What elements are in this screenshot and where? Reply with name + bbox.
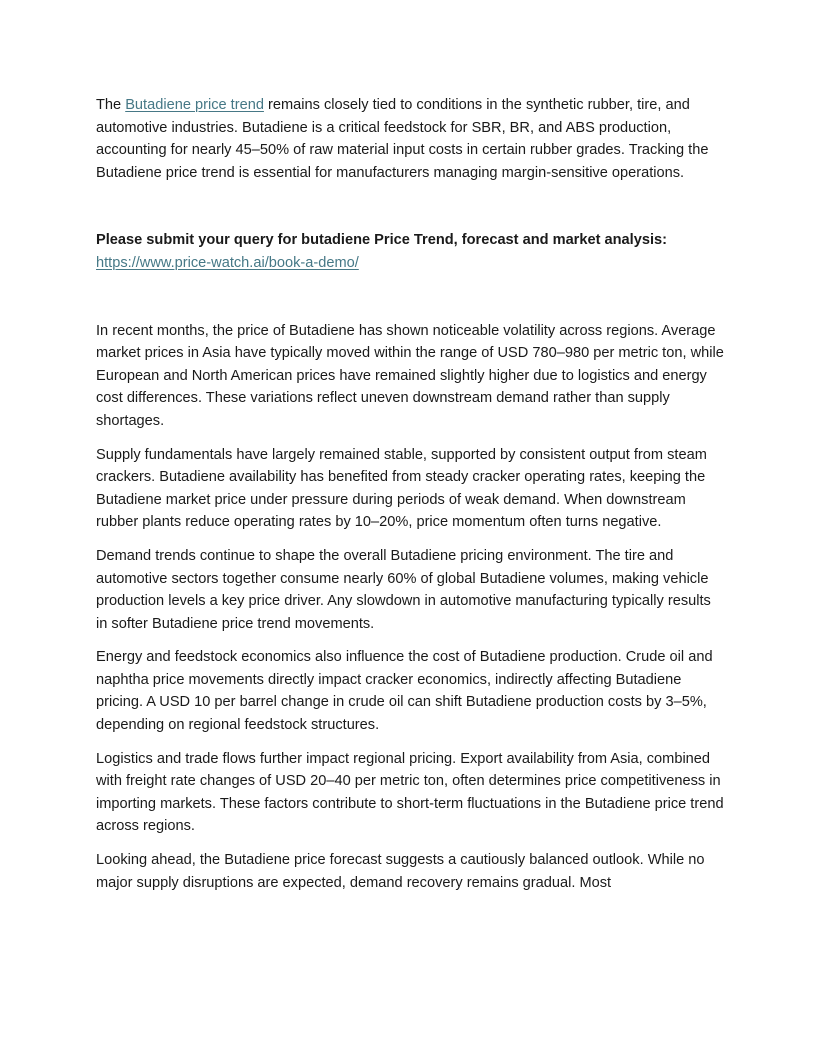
query-heading: Please submit your query for butadiene Price Trend, forecast and market analysis: <box>96 232 667 249</box>
paragraph-supply-fundamentals: Supply fundamentals have largely remained stable, supported by consistent output from steam crackers. Butadiene availability has benefited from steady cracker operating rates, keeping the Butadiene market price under pressure during periods of weak demand. When downstream rubber plants reduce operating rates by 10–20%, price momentum often turns negative. <box>96 446 707 531</box>
paragraph-regional-volatility: In recent months, the price of Butadiene has shown noticeable volatility across regions. Average market prices in Asia have typically moved within the range of USD 780–980 per metric ton, while European and North American prices have remained slightly higher due to logistics and energy cost differences. These variations reflect uneven downstream demand rather than supply shortages. <box>96 322 724 429</box>
document-page <box>96 94 724 905</box>
intro-paragraph <box>96 94 724 184</box>
book-a-demo-link[interactable]: https://www.price-watch.ai/book-a-demo/ <box>96 254 359 271</box>
paragraph-logistics-trade: Logistics and trade flows further impact regional pricing. Export availability from Asia, combined with freight rate changes of USD 20–40 per metric ton, often determines price competitiveness in importing markets. These factors contribute to short-term fluctuations in the Butadiene price trend across regions. <box>96 750 724 835</box>
query-url-line <box>96 252 724 275</box>
paragraph-outlook: Looking ahead, the Butadiene price forecast suggests a cautiously balanced outlook. While no major supply disruptions are expected, demand recovery remains gradual. Most <box>96 852 705 891</box>
paragraph-demand-trends: Demand trends continue to shape the overall Butadiene pricing environment. The tire and automotive sectors together consume nearly 60% of global Butadiene volumes, making vehicle production levels a key price driver. Any slowdown in automotive manufacturing typically results in softer Butadiene price trend movements. <box>96 547 711 632</box>
intro-text-before-link: The <box>96 97 126 113</box>
query-section <box>96 229 724 274</box>
intro-text-after-link: remains closely tied to conditions in the synthetic rubber, tire, and automotive industries. Butadiene is a critical feedstock for SBR, BR, and ABS production, accounting for nearly 45–50% of raw material input costs in certain rubber grades. Tracking the Butadiene price trend is essential for manufacturers managing margin-sensitive operations. <box>96 97 709 181</box>
butadiene-price-trend-link[interactable]: Butadiene price trend <box>125 97 264 113</box>
paragraph-energy-feedstock: Energy and feedstock economics also influence the cost of Butadiene production. Crude oil and naphtha price movements directly impact cracker economics, indirectly affecting Butadiene pricing. A USD 10 per barrel change in crude oil can shift Butadiene production costs by 3–5%, depending on regional feedstock structures. <box>96 649 713 734</box>
